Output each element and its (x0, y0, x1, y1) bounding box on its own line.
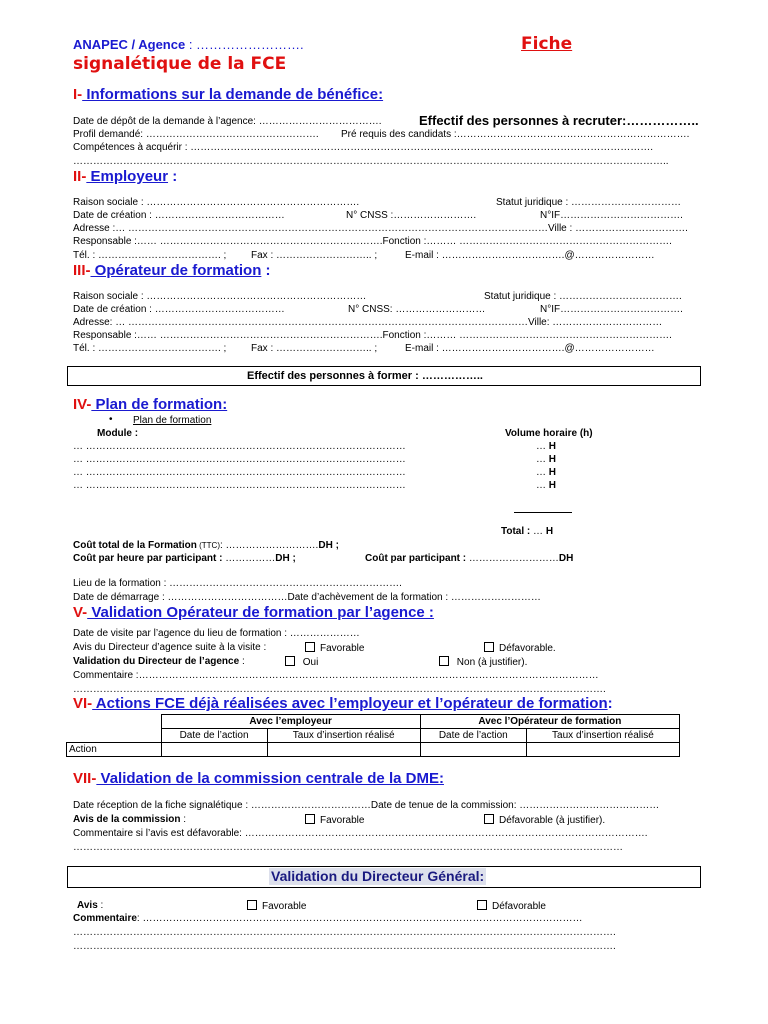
total-volume: Total : … H (501, 526, 554, 537)
validation-directeur-label: Validation du Directeur de l’agence : (73, 656, 245, 667)
lieu-formation-field: Lieu de la formation : ……………………………………………………………. (73, 578, 402, 589)
commentaire-commission-line2: ………………………………………………………………………………………………………………………………………………… (73, 842, 623, 853)
dg-defavorable-option[interactable]: Défavorable (477, 900, 546, 913)
title-signaletique: signalétique de la FCE (73, 54, 287, 74)
date-visite-field: Date de visite par l’agence du lieu de formation : ………………… (73, 628, 360, 639)
employeur-date-creation: Date de création : ………………………………… (73, 210, 285, 221)
module-row-volume: … H (536, 467, 557, 478)
table-cell[interactable] (420, 743, 526, 757)
employeur-if: N°IF………………………………. (540, 210, 683, 221)
sub-date-employeur: Date de l’action (161, 729, 267, 743)
effectif-recruter-field: Effectif des personnes à recruter:…………….. (419, 113, 699, 128)
anapec-label: ANAPEC / Agence (73, 37, 186, 52)
directeur-general-heading: Validation du Directeur Général: (271, 868, 485, 884)
section5-heading: V- Validation Opérateur de formation par l’agence : (73, 604, 434, 621)
checkbox-icon[interactable] (305, 814, 315, 824)
date-reception-field: Date réception de la fiche signalétique : ………………………………Date de tenue de la commission: …………………………………… (73, 800, 660, 811)
section2-heading: II- Employeur : (73, 168, 178, 185)
effectif-former-label: Effectif des personnes à former : …………….. (247, 370, 483, 382)
module-label: Module : (97, 428, 139, 439)
employeur-fax: Fax : ……………………….. ; (251, 250, 378, 261)
commentaire-dg-field: Commentaire: …………………………………………………………………………………………………………………… (73, 913, 583, 924)
plan-formation-sublabel: Plan de formation (133, 415, 212, 426)
employeur-cnss: N° CNSS :……………………. (346, 210, 477, 221)
operateur-date-creation: Date de création : ………………………………… (73, 304, 285, 315)
table-cell[interactable] (267, 743, 420, 757)
employeur-adresse: Adresse :… ………………………………………………………………………………………………………………Ville : ……………………………. (73, 223, 688, 234)
action-row-label: Action (67, 743, 162, 757)
operateur-if: N°IF………………………………. (540, 304, 683, 315)
header-agence: ANAPEC / Agence : ……………………. (73, 37, 304, 52)
favorable-option[interactable]: Favorable (305, 642, 364, 655)
module-row: … …………………………………………………………………………………… (73, 454, 406, 465)
actions-fce-table (66, 714, 680, 757)
employeur-tel: Tél. : ………………………………. ; (73, 250, 227, 261)
checkbox-icon[interactable] (305, 642, 315, 652)
employeur-responsable: Responsable :…… ………………………………………………………….Fonction :……… ………………………………………………………. (73, 236, 672, 247)
operateur-adresse: Adresse: … …………………………………………………………………………………………………………Ville: …………………………… (73, 317, 663, 328)
defavorable-option[interactable]: Défavorable. (484, 642, 556, 655)
prerequis-field: Pré requis des candidats :……………………………………………………………. (341, 129, 690, 140)
module-row: … …………………………………………………………………………………… (73, 467, 406, 478)
checkbox-icon[interactable] (439, 656, 449, 666)
operateur-responsable: Responsable :…… ………………………………………………………….Fonction :……… ………………………………………………………. (73, 330, 672, 341)
table-cell[interactable] (161, 743, 267, 757)
commentaire-commission-field: Commentaire si l’avis est défavorable: …………………………………………………………………………………………………………. (73, 828, 648, 839)
section6-heading: VI- Actions FCE déjà réalisées avec l’employeur et l’opérateur de formation: (73, 695, 613, 712)
module-row-volume: … H (536, 454, 557, 465)
dg-favorable-option[interactable]: Favorable (247, 900, 306, 913)
col-operateur: Avec l’Opérateur de formation (420, 715, 679, 729)
profil-demande-field: Profil demandé: ……………………………………………. (73, 129, 319, 140)
commission-favorable-option[interactable]: Favorable (305, 814, 364, 827)
sub-taux-operateur: Taux d’insertion réalisé (526, 729, 679, 743)
section1-heading: I- Informations sur la demande de bénéfice: (73, 86, 384, 103)
checkbox-icon[interactable] (484, 642, 494, 652)
employeur-raison-sociale: Raison sociale : ………………………………………………………. (73, 197, 360, 208)
section1-extra-line: …………………………………………………………………………………………………………………………………………………………….. (73, 156, 669, 167)
section3-heading: III- Opérateur de formation : (73, 262, 271, 279)
module-row-volume: … H (536, 441, 557, 452)
competences-field: Compétences à acquérir : …………………………………………………………………………………………………………………………. (73, 142, 654, 153)
commentaire-dg-line3: ………………………………………………………………………………………………………………………………………………. (73, 941, 616, 952)
sub-date-operateur: Date de l’action (420, 729, 526, 743)
employeur-email: E-mail : ……………………………….@…………………… (405, 250, 655, 261)
volume-label: Volume horaire (h) (505, 428, 593, 439)
checkbox-icon[interactable] (285, 656, 295, 666)
col-employeur: Avec l’employeur (161, 715, 420, 729)
non-option[interactable]: Non (à justifier). (439, 656, 527, 669)
sub-taux-employeur: Taux d’insertion réalisé (267, 729, 420, 743)
plan-bullet (109, 414, 113, 426)
table-cell[interactable] (526, 743, 679, 757)
employeur-statut: Statut juridique : …………………………… (496, 197, 682, 208)
commentaire-dg-line2: ………………………………………………………………………………………………………………………………………………. (73, 927, 616, 938)
section7-heading: VII- Validation de la commission centrale de la DME: (73, 770, 444, 787)
dates-formation-field: Date de démarrage : ………………………………Date d’achèvement de la formation : ……………………… (73, 592, 541, 603)
total-underline (514, 512, 572, 513)
operateur-tel: Tél. : ………………………………. ; (73, 343, 227, 354)
commentaire-agence-field: Commentaire :………………………………………………………………………………………………………………………… (73, 670, 599, 681)
avis-commission-label: Avis de la commission : (73, 814, 187, 825)
module-row: … …………………………………………………………………………………… (73, 480, 406, 491)
section4-heading: IV- Plan de formation: (73, 396, 228, 413)
cout-participant-field: Coût par participant : ………………………DH (365, 553, 574, 564)
avis-directeur-label: Avis du Directeur d’agence suite à la visite : (73, 642, 267, 653)
checkbox-icon[interactable] (484, 814, 494, 824)
date-depot-field: Date de dépôt de la demande à l’agence: ………………………………. (73, 116, 382, 127)
operateur-fax: Fax : ……………………….. ; (251, 343, 378, 354)
avis-dg-label: Avis : (77, 900, 104, 911)
operateur-raison-sociale: Raison sociale : ………………………………………………………… (73, 291, 367, 302)
cout-heure-field: Coût par heure par participant : ……………DH ; (73, 553, 296, 564)
module-row: … …………………………………………………………………………………… (73, 441, 406, 452)
cout-total-field: Coût total de la Formation (TTC): ……………………….DH ; (73, 540, 339, 551)
operateur-email: E-mail : ……………………………….@…………………… (405, 343, 655, 354)
operateur-statut: Statut juridique : ………………………………. (484, 291, 682, 302)
title-fiche: Fiche (521, 34, 573, 54)
commission-defavorable-option[interactable]: Défavorable (à justifier). (484, 814, 605, 827)
operateur-cnss: N° CNSS: ……………………… (348, 304, 486, 315)
checkbox-icon[interactable] (477, 900, 487, 910)
bullet-icon: • (109, 414, 113, 425)
oui-option[interactable]: Oui (285, 656, 318, 669)
module-row-volume: … H (536, 480, 557, 491)
checkbox-icon[interactable] (247, 900, 257, 910)
commentaire-agence-line2: ……………………………………………………………………………………………………………………………………………. (73, 684, 606, 695)
